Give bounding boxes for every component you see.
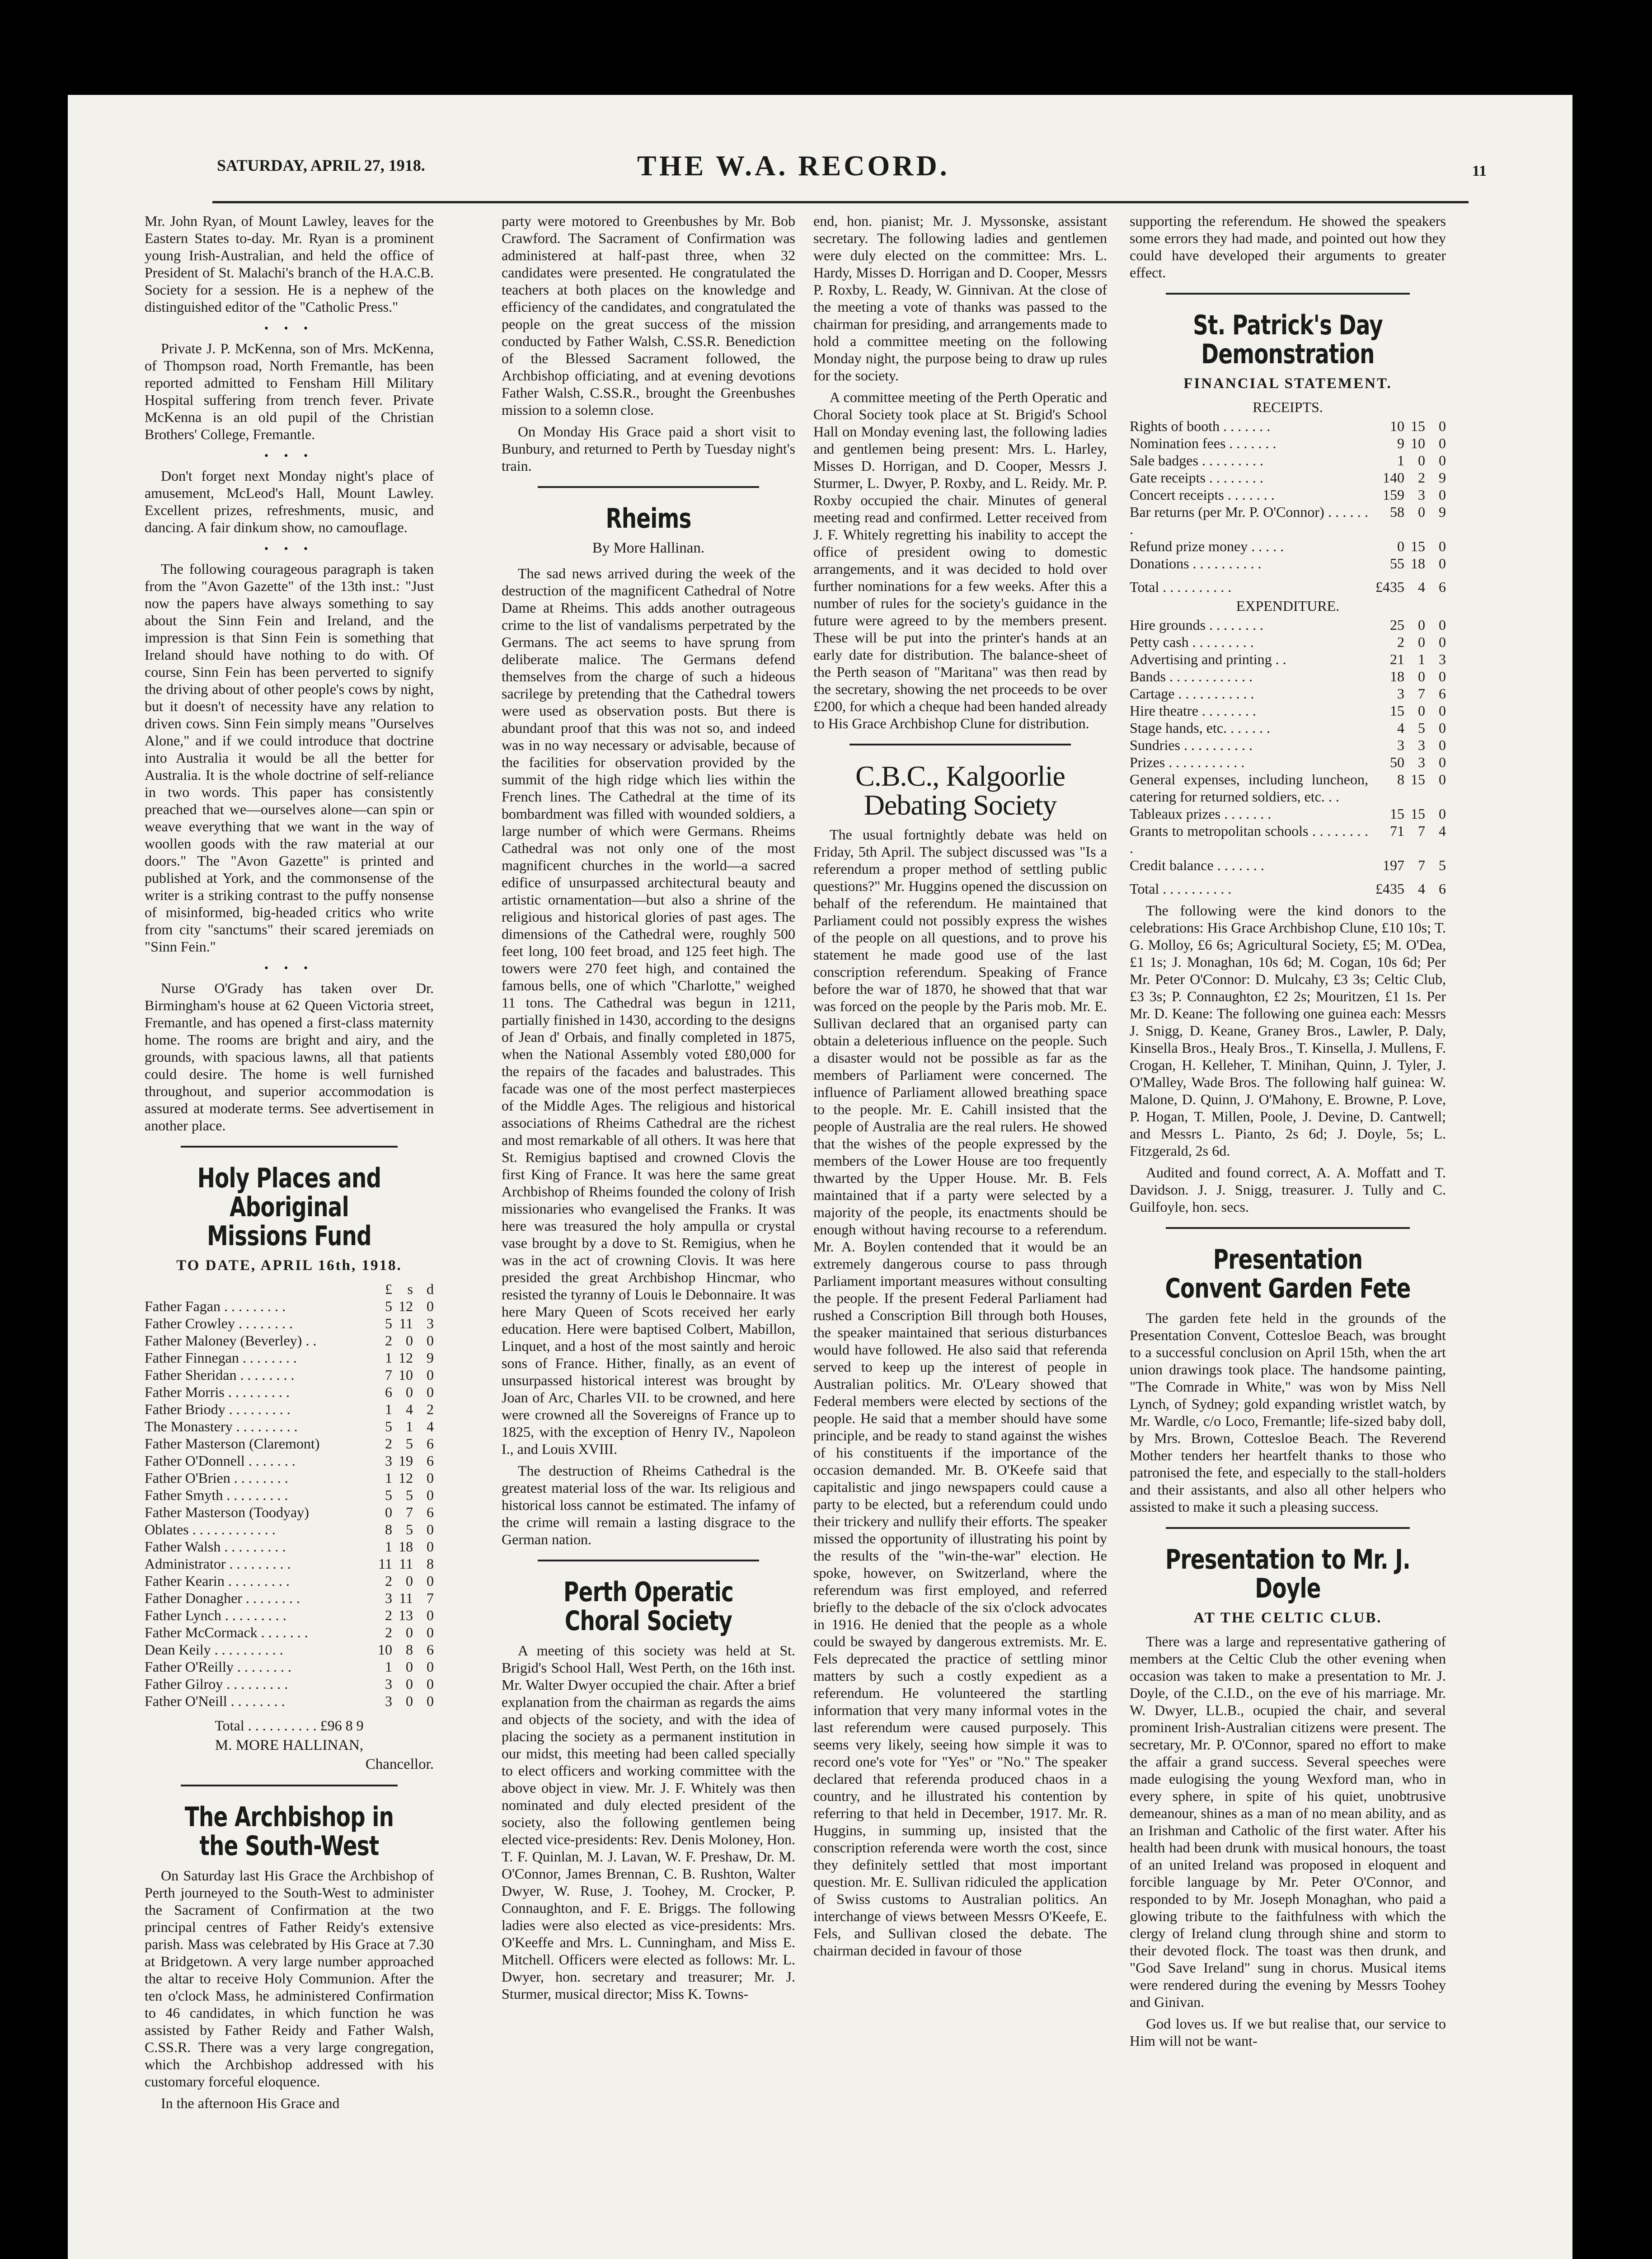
ledger-amount: 18 <box>1411 555 1425 572</box>
separator-dots: • • • <box>264 449 314 462</box>
ledger-amount: 3 <box>385 1590 392 1606</box>
doyle-paragraph: God loves us. If we but realise that, our service to Him will not be want- <box>1130 2015 1446 2049</box>
ledger-amount: 6 <box>427 1641 434 1658</box>
ledger-amount: 2 <box>1418 469 1425 486</box>
operatic-heading: Perth Operatic Choral Society <box>563 1576 734 1637</box>
ledger-item: Advertising and printing . . <box>1130 651 1286 667</box>
ledger-amount: 10 <box>1411 435 1425 451</box>
ledger-amount: 15 <box>1411 538 1425 554</box>
news-item: Private J. P. McKenna, son of Mrs. McKenna, of Thompson road, North Fremantle, has been reported admitted to Fensham Hill Military Hospital suffering from trench fever. Private McKenna is an old pupil of the Christian Brothers' College, Fremantle. <box>145 340 434 442</box>
ledger-amount: 0 <box>406 1573 413 1589</box>
ledger-amount: 5 <box>406 1487 413 1503</box>
fund-subheading: TO DATE, APRIL 16th, 1918. <box>176 1257 402 1274</box>
section-rule <box>1166 293 1410 295</box>
ledger-amount: 0 <box>1418 617 1425 633</box>
ledger-amount: 8 <box>427 1556 434 1572</box>
ledger-amount: 8 <box>385 1521 392 1537</box>
ledger-amount: 3 <box>1418 737 1425 753</box>
ledger-amount: 9 <box>1439 504 1446 520</box>
ledger-amount: 0 <box>427 1676 434 1692</box>
ledger-amount: 6 <box>1439 685 1446 702</box>
ledger-row <box>145 1452 434 1469</box>
ledger-row <box>145 1366 434 1383</box>
ledger-amount: 15 <box>1411 418 1425 434</box>
ledger-item: Stage hands, etc. . . . . . . <box>1130 720 1271 736</box>
ledger-row <box>145 1572 434 1589</box>
ledger-item: Father O'Brien . . . . . . . . <box>145 1470 288 1486</box>
ledger-amount: 0 <box>406 1332 413 1349</box>
ledger-row <box>1130 616 1446 633</box>
ledger-amount: 197 <box>1383 857 1404 873</box>
ledger-item: Father Crowley . . . . . . . . <box>145 1315 293 1331</box>
ledger-amount: 1 <box>385 1538 392 1555</box>
ledger-amount: 5 <box>1418 720 1425 736</box>
ledger-row <box>1130 503 1446 538</box>
ledger-total-amount: 4 <box>1418 881 1425 897</box>
ledger-row <box>145 1469 434 1486</box>
cbc-heading: C.B.C., Kalgoorlie Debating Society <box>855 760 1065 821</box>
section-rule <box>538 486 759 488</box>
separator-dots: • • • <box>264 961 314 975</box>
ledger-amount: 0 <box>1418 668 1425 684</box>
donors-paragraph: The following were the kind donors to the celebrations: His Grace Archbishop Clune, £10 10s; T. G. Molloy, £6 6s; Agricultural Society, £5; M. O'Dea, £1 1s; J. Monaghan, 10s 6d; M. Cogan, 10s 6d; Per Mr. Peter O'Connor: D. Mulcahy, £3 3s; Celtic Club, £3 3s; P. Connaughton, £2 2s; Mouritzen, £1 1s. Per Mr. D. Keane: The following one guinea each: Messrs J. Snigg, D. Keane, Graney Bros., Lawler, P. Daly, Kinsella Bros., Healy Bros., T. Kinsella, J. Mullens, F. Crogan, H. Kelleher, T. Minihan, Quinn, J. Tyler, J. O'Malley, Wade Bros. The following half guinea: W. Malone, D. Quinn, J. O'Mahony, E. Browne, P. Love, P. Hogan, T. Millen, Poole, J. Devine, D. Cantwell; and Messrs L. Pianto, 2s 6d; J. Doyle, 5s; L. Fitzgerald, 2s 6d. <box>1130 902 1446 1159</box>
ledger-row <box>145 1521 434 1538</box>
ledger-amount: 0 <box>406 1659 413 1675</box>
ledger-amount: 11 <box>399 1315 413 1331</box>
ledger-amount: 2 <box>385 1435 392 1452</box>
ledger-row <box>145 1349 434 1366</box>
ledger-row <box>1130 719 1446 736</box>
ledger-item: Concert receipts . . . . . . . <box>1130 487 1275 503</box>
ledger-amount: 58 <box>1390 504 1404 520</box>
ledger-amount: 21 <box>1390 651 1404 667</box>
ledger-item: Refund prize money . . . . . <box>1130 538 1284 554</box>
ledger-item: Father Briody . . . . . . . . . <box>145 1401 291 1417</box>
news-item: On Monday His Grace paid a short visit to Bunbury, and returned to Perth by Tuesday night's train. <box>502 423 795 474</box>
ledger-row <box>145 1589 434 1607</box>
ledger-amount: 15 <box>1390 703 1404 719</box>
ledger-row <box>1130 668 1446 685</box>
ledger-amount: 7 <box>1418 857 1425 873</box>
ledger-amount: 0 <box>1397 538 1404 554</box>
section-rule <box>181 1785 398 1786</box>
ledger-total-row <box>1130 572 1446 595</box>
ledger-amount: 12 <box>399 1350 413 1366</box>
rheims-paragraph: The sad news arrived during the week of the destruction of the magnificent Cathedral of Notre Dame at Rheims. This adds another outrageous crime to the list of vandalisms perpetrated by the Germans. The act seems to have sprung from deliberate malice. The Germans defend themselves from the charge of such a hideous sacrilege by pretending that the Cathedral towers were used as observation posts. But there is abundant proof that this was not so, and indeed was in no way necessary or advisable, because of the facilities for observation provided by the summit of the high ridge which lies within the French lines. The Cathedral at the time of its bombardment was filled with wounded soldiers, a large number of which were Germans. Rheims Cathedral was not only one of the most magnificent churches in the world—a sacred edifice of unsurpassed architectural beauty and artistic ornamentation—but also a shrine of the religious and historical glories of past ages. The dimensions of the Cathedral were, roughly 500 feet long, 100 feet broad, and 125 feet high. The towers were 270 feet high, and contained the famous bells, one of which "Charlotte," weighed 11 tons. The Cathedral was begun in 1211, partially finished in 1430, according to the designs of Jean d' Orbais, and finally completed in 1875, when the National Assembly voted £80,000 for the repairs of the facades and balustrades. This facade was one of the most perfect masterpieces of the Middle Ages. The religious and historical associations of Rheims Cathedral are the richest and most remarkable of all others. It was here that St. Remigius baptised and crowned Clovis the first King of France. It was here the same great Archbishop of Rheims founded the colony of Irish missionaries who evangelised the Franks. It was here was treasured the holy ampulla or crystal vase brought by a dove to St. Remigius, when he was in the act of crowning Clovis. It was here presided the great Archbishop Hincmar, who resisted the tyranny of Louis le Debonnaire. It was here Mary Queen of Scots received her early education. Here were baptised Colbert, Mabillon, Linquet, and a host of the most saintly and heroic sons of France. Hither, finally, as an event of unsurpassed historical interest was brought by Joan of Arc, Charles VII. to be crowned, and here were crowned all the Sovereigns of France up to 1825, with the exception of Henry IV., Napoleon I., and Louis XVIII. <box>502 565 795 1457</box>
ledger-row <box>145 1641 434 1658</box>
ledger-amount: 3 <box>1418 487 1425 503</box>
ledger-amount: 1 <box>385 1470 392 1486</box>
separator-dots: • • • <box>264 322 314 335</box>
ledger-amount: 6 <box>385 1384 392 1400</box>
ledger-amount: 5 <box>406 1435 413 1452</box>
archbishop-paragraph: In the afternoon His Grace and <box>161 2095 340 2111</box>
ledger-item: Bands . . . . . . . . . . . . <box>1130 668 1253 684</box>
ledger-amount: 13 <box>399 1607 413 1623</box>
ledger-item: Credit balance . . . . . . . <box>1130 857 1264 873</box>
ledger-amount: 12 <box>399 1470 413 1486</box>
ledger-row <box>1130 771 1446 805</box>
news-item: Mr. John Ryan, of Mount Lawley, leaves for the Eastern States to-day. Mr. Ryan is a prominent young Irish-Australian, and held the office of President of St. Malachi's branch of the H.A.C.B. Society for a session. He is a nephew of the distinguished editor of the "Catholic Press." <box>145 213 434 315</box>
ledger-amount: 5 <box>1439 857 1446 873</box>
ledger-item: Father O'Donnell . . . . . . . <box>145 1453 296 1469</box>
ledger-amount: 1 <box>385 1350 392 1366</box>
ledger-amount: 0 <box>1439 703 1446 719</box>
ledger-total-amount: 6 <box>1439 881 1446 897</box>
ledger-amount: 11 <box>399 1556 413 1572</box>
news-item: A committee meeting of the Perth Operatic and Choral Society took place at St. Brigid's School Hall on Monday evening last, the following ladies and gentlemen being present: Mrs. L. Harley, Misses D. Horrigan, and D. Cooper, Messrs J. Sturmer, L. Dwyer, P. Roxby, and L. Reidy. Mr. P. Roxby occupied the chair. Minutes of general meeting read and confirmed. Letter received from J. F. Whitely regretting his inability to accept the office of president owing to domestic arrangements, and it was decided to hold over further nominations for a few weeks. After this a number of rules for the society's guidance in the future were agreed to by the members present. These will be put into the printer's hands at an early date for distribution. The balance-sheet of the Perth season of "Maritana" was then read by the secretary, showing the net proceeds to be over £200, for which a cheque had been handed already to His Grace Archbishop Clune for distribution. <box>813 389 1107 731</box>
ledger-amount: 55 <box>1390 555 1404 572</box>
ledger-item: Father Walsh . . . . . . . . . <box>145 1538 286 1555</box>
ledger-amount: 0 <box>427 1607 434 1623</box>
ledger-row <box>145 1538 434 1555</box>
archbishop-heading: The Archbishop in the South-West <box>184 1801 394 1862</box>
ledger-item: Father O'Neill . . . . . . . . <box>145 1693 285 1709</box>
ledger-row <box>145 1486 434 1504</box>
column-3 <box>813 212 1107 1964</box>
ledger-item: Father Masterson (Claremont) <box>145 1435 320 1452</box>
ledger-row <box>145 1298 434 1315</box>
ledger-total-amount: 6 <box>1439 579 1446 595</box>
ledger-amount: 0 <box>406 1693 413 1709</box>
ledger-row <box>145 1675 434 1692</box>
ledger-amount: 3 <box>1397 737 1404 753</box>
ledger-amount: 50 <box>1390 754 1404 770</box>
ledger-row <box>145 1435 434 1452</box>
ledger-amount: 9 <box>1397 435 1404 451</box>
financial-statement-label: FINANCIAL STATEMENT. <box>1183 375 1392 392</box>
ledger-amount: 6 <box>427 1453 434 1469</box>
stpatrick-heading: St. Patrick's Day Demonstration <box>1193 309 1383 370</box>
news-item: party were motored to Greenbushes by Mr. Bob Crawford. The Sacrament of Confirmation was administered at half-past three, when 32 candidates were presented. He congratulated the teachers at both places on the knowledge and efficiency of the candidates, and congratulated the people on the great success of the mission conducted by Father Walsh, C.SS.R. Benediction of the Blessed Sacrament followed, the Archbishop officiating, and at evening devotions Father Walsh, C.SS.R., brought the Greenbushes mission to a solemn close. <box>502 213 795 418</box>
ledger-row <box>145 1504 434 1521</box>
ledger-item: Father Finnegan . . . . . . . . <box>145 1350 297 1366</box>
ledger-amount: 5 <box>385 1418 392 1434</box>
ledger-item: Sale badges . . . . . . . . . <box>1130 452 1263 469</box>
ledger-amount: 6 <box>427 1504 434 1520</box>
ledger-amount: 5 <box>406 1521 413 1537</box>
ledger-row <box>1130 857 1446 874</box>
ledger-amount: 1 <box>385 1401 392 1417</box>
ledger-amount: 0 <box>427 1367 434 1383</box>
ledger-total-label: Total . . . . . . . . . . <box>1130 881 1232 897</box>
convent-heading: Presentation Convent Garden Fete <box>1165 1244 1411 1304</box>
ledger-amount: 0 <box>1439 754 1446 770</box>
ledger-row <box>145 1315 434 1332</box>
ledger-row <box>1130 633 1446 651</box>
news-item: Don't forget next Monday night's place of amusement, McLeod's Hall, Mount Lawley. Excellent prizes, refreshments, music, and dancing. A fair dinkum show, no camouflage. <box>145 468 434 535</box>
ledger-row <box>1130 685 1446 702</box>
ledger-item: Father Masterson (Toodyay) <box>145 1504 309 1520</box>
ledger-amount: 5 <box>385 1298 392 1314</box>
ledger-amount: 0 <box>427 1470 434 1486</box>
ledger-amount: 19 <box>399 1453 413 1469</box>
ledger-amount: 7 <box>427 1590 434 1606</box>
ledger-amount: 4 <box>427 1418 434 1434</box>
ledger-item: Father Kearin . . . . . . . . . <box>145 1573 290 1589</box>
ledger-row <box>145 1624 434 1641</box>
column-2 <box>502 212 795 2007</box>
ledger-amount: 0 <box>1418 703 1425 719</box>
doyle-paragraph: There was a large and representative gathering of members at the Celtic Club the other evening when occasion was taken to make a presentation to Mr. J. Doyle, of the C.I.D., on the eve of his marriage. Mr. W. Dwyer, LL.B., ocupied the chair, and several prominent Irish-Australian citizens were present. The secretary, Mr. P. O'Connor, spared no effort to make the affair a grand success. Several speeches were made eulogising the young Wexford man, who in every sphere, in spite of his quiet, unobtrusive demeanour, shines as a man of no mean ability, and as an Irishman and Catholic of the first water. After his health had been drunk with musical honours, the toast of an united Ireland was proposed in eloquent and forcible language by Mr. Peter O'Connor, and responded to by Mr. Joseph Monaghan, who paid a glowing tribute to the faithfulness with which the clergy of Ireland clung through shine and storm to their devoted flock. The toast was then drunk, and "God Save Ireland" sung in chorus. Musical items were rendered during the evening by Messrs Toohey and Ginivan. <box>1130 1633 1446 2010</box>
ledger-amount: 15 <box>1390 806 1404 822</box>
receipts-label: RECEIPTS. <box>1253 399 1323 415</box>
ledger-amount: 0 <box>406 1624 413 1640</box>
ledger-item: The Monastery . . . . . . . . . <box>145 1418 298 1434</box>
ledger-amount: 2 <box>427 1401 434 1417</box>
ledger-item: Sundries . . . . . . . . . . <box>1130 737 1253 753</box>
ledger-row <box>1130 555 1446 572</box>
ledger-amount: 7 <box>1418 823 1425 839</box>
expenditure-table <box>1130 616 1446 897</box>
ledger-row <box>1130 486 1446 503</box>
ledger-amount: 0 <box>427 1659 434 1675</box>
ledger-amount: 2 <box>1397 634 1404 650</box>
ledger-row <box>145 1383 434 1401</box>
ledger-item: Father Maloney (Beverley) . . <box>145 1332 317 1349</box>
section-rule <box>181 1146 398 1148</box>
audit-paragraph: Audited and found correct, A. A. Moffatt and T. Davidson. J. J. Snigg, treasurer. J. Tully and C. Guilfoyle, hon. secs. <box>1130 1164 1446 1215</box>
ledger-amount: 0 <box>1439 555 1446 572</box>
ledger-row <box>145 1401 434 1418</box>
section-rule <box>1166 1527 1410 1529</box>
ledger-amount: 1 <box>385 1659 392 1675</box>
convent-paragraph: The garden fete held in the grounds of the Presentation Convent, Cottesloe Beach, was brought to a successful conclusion on April 15th, when the art union drawings took place. The handsome painting, "The Comrade in White," was won by Miss Nell Lynch, of Sydney; gold expanding wristlet watch, by Mr. Wardle, c/o Loco, Fremantle; life-sized baby doll, by Mrs. Brown, Cottesloe Beach. The Reverend Mother tenders her heartfelt thanks to those who patronised the fete, and especially to the stall-holders and their assistants, and also all other helpers who assisted to make it such a pleasing success. <box>1130 1310 1446 1515</box>
ledger-row <box>145 1658 434 1675</box>
ledger-item: Father Gilroy . . . . . . . . . <box>145 1676 288 1692</box>
ledger-amount: 15 <box>1411 771 1425 787</box>
ledger-amount: 7 <box>1418 685 1425 702</box>
ledger-amount: 71 <box>1390 823 1404 839</box>
ledger-item: Oblates . . . . . . . . . . . . <box>145 1521 276 1537</box>
ledger-amount: 3 <box>385 1693 392 1709</box>
news-item: supporting the referendum. He showed the speakers some errors they had made, and pointed out how they could have developed their arguments to greater effect. <box>1130 213 1446 281</box>
page-number: 11 <box>1472 163 1487 179</box>
section-rule <box>538 1560 759 1561</box>
rheims-heading: Rheims <box>605 503 691 534</box>
ledger-row <box>1130 702 1446 719</box>
ledger-item: Hire theatre . . . . . . . . <box>1130 703 1256 719</box>
ledger-item: Father Lynch . . . . . . . . . <box>145 1607 286 1623</box>
issue-date: SATURDAY, APRIL 27, 1918. <box>217 156 425 174</box>
ledger-amount: 0 <box>1418 452 1425 469</box>
ledger-item: Grants to metropolitan schools . . . . . . . . . <box>1130 823 1368 856</box>
ledger-row <box>1130 538 1446 555</box>
column-1 <box>145 212 434 2116</box>
ledger-item: Gate receipts . . . . . . . . <box>1130 469 1263 486</box>
ledger-amount: 1 <box>1397 452 1404 469</box>
ledger-amount: 0 <box>427 1332 434 1349</box>
ledger-amount: 11 <box>399 1590 413 1606</box>
section-rule <box>849 744 1071 745</box>
ledger-item: Father McCormack . . . . . . . <box>145 1624 308 1640</box>
ledger-amount: 7 <box>385 1367 392 1383</box>
rheims-byline: By More Hallinan. <box>592 540 705 556</box>
ledger-total-amount: £435 <box>1375 579 1404 595</box>
ledger-amount: 15 <box>1411 806 1425 822</box>
ledger-item: Tableaux prizes . . . . . . . <box>1130 806 1272 822</box>
ledger-amount: 4 <box>1397 720 1404 736</box>
ledger-amount: 3 <box>427 1315 434 1331</box>
ledger-amount: 0 <box>1418 504 1425 520</box>
ledger-amount: 3 <box>385 1453 392 1469</box>
ledger-row <box>1130 469 1446 486</box>
ledger-amount: 0 <box>1439 538 1446 554</box>
ledger-amount: 0 <box>385 1504 392 1520</box>
ledger-item: Bar returns (per Mr. P. O'Connor) . . . . . . . <box>1130 504 1368 537</box>
ledger-amount: 0 <box>1439 771 1446 787</box>
ledger-amount: 0 <box>1439 668 1446 684</box>
ledger-amount: 25 <box>1390 617 1404 633</box>
ledger-amount: 1 <box>1418 651 1425 667</box>
ledger-amount: 7 <box>406 1504 413 1520</box>
operatic-paragraph: A meeting of this society was held at St. Brigid's School Hall, West Perth, on the 16th inst. Mr. Walter Dwyer occupied the chair. After a brief explanation from the chairman as regards the aims and objects of the society, and with the idea of placing the society as a permanent institution in our midst, this meeting had been called specially to elect officers and working committee with the above object in view. Mr. J. F. Whitely was then nominated and duly elected president of the society, also the following gentlemen being elected vice-presidents: Rev. Denis Moloney, Hon. T. F. Quinlan, M. J. Lavan, W. F. Preshaw, Dr. M. O'Connor, James Brennan, C. B. Rushton, Walter Dwyer, W. Ruse, J. Toohey, M. Crocker, P. Connaughton, and F. E. Briggs. The following ladies were also elected as vice-presidents: Mrs. O'Keeffe and Mrs. L. Cunningham, and Miss E. Mitchell. Officers were elected as follows: Mr. L. Dwyer, hon. secretary and treasurer; Mr. J. Sturmer, musical director; Miss K. Towns- <box>502 1642 795 2002</box>
fund-table <box>145 1280 434 1710</box>
ledger-row <box>1130 651 1446 668</box>
ledger-row <box>1130 805 1446 822</box>
signature-title: Chancellor. <box>365 1756 434 1772</box>
column-4 <box>1130 212 1446 2054</box>
ledger-amount: 18 <box>1390 668 1404 684</box>
news-item: The following courageous paragraph is taken from the "Avon Gazette" of the 13th inst.: "Just now the papers have always something to say about the Sinn Fein and Ireland, and the impression is that Sinn Fein is something that Ireland should have nothing to do with. Of course, Sinn Fein has been perverted to signify the driving about of other people's cows by night, but it doesn't of necessity have any relation to driven cows. Sinn Fein simply means "Ourselves Alone," and if we could introduce that doctrine into Australia it would be all the better for Australia. It is the whole doctrine of self-reliance in two words. This paper has consistently preached that we—ourselves alone—can spin or weave everything that we want in the way of woollen goods with the raw material at our doors." The "Avon Gazette" is printed and published at York, and the commonsense of the writer is a striking contrast to the puffy nonsense of misinformed, big-headed critics who write from city "sanctums" their scared jeremiads on "Sinn Fein." <box>145 561 434 955</box>
rheims-paragraph: The destruction of Rheims Cathedral is the greatest material loss of the war. Its religious and historical loss cannot be estimated. The infamy of the crime will remain a lasting disgrace to the German nation. <box>502 1462 795 1547</box>
ledger-amount: 8 <box>1397 771 1404 787</box>
ledger-amount: 0 <box>1439 806 1446 822</box>
receipts-table <box>1130 417 1446 595</box>
ledger-amount: 11 <box>378 1556 392 1572</box>
ledger-amount: 0 <box>1439 634 1446 650</box>
ledger-amount: 140 <box>1383 469 1404 486</box>
ledger-item: Rights of booth . . . . . . . <box>1130 418 1271 434</box>
doyle-subheading: AT THE CELTIC CLUB. <box>1193 1610 1382 1626</box>
ledger-amount: 10 <box>1390 418 1404 434</box>
ledger-amount: 0 <box>427 1384 434 1400</box>
ledger-amount: 3 <box>1439 651 1446 667</box>
ledger-item: Cartage . . . . . . . . . . . <box>1130 685 1254 702</box>
ledger-amount: 0 <box>1439 418 1446 434</box>
ledger-amount: 2 <box>385 1573 392 1589</box>
ledger-amount: 6 <box>427 1435 434 1452</box>
ledger-amount: 4 <box>406 1401 413 1417</box>
ledger-row <box>1130 736 1446 754</box>
fund-table-header: £ s d <box>385 1281 434 1297</box>
ledger-amount: 5 <box>385 1487 392 1503</box>
ledger-amount: 0 <box>406 1384 413 1400</box>
signature-name: M. MORE HALLINAN, <box>215 1737 364 1753</box>
fund-heading: Holy Places and Aboriginal Missions Fund <box>197 1162 381 1252</box>
ledger-amount: 0 <box>427 1298 434 1314</box>
page-header <box>149 150 1487 190</box>
ledger-total-amount: 4 <box>1418 579 1425 595</box>
ledger-amount: 0 <box>1439 617 1446 633</box>
ledger-item: Father Donagher . . . . . . . . <box>145 1590 300 1606</box>
ledger-amount: 9 <box>1439 469 1446 486</box>
ledger-amount: 12 <box>399 1298 413 1314</box>
ledger-amount: 0 <box>427 1521 434 1537</box>
fund-total: Total . . . . . . . . . . £96 8 9 <box>215 1717 364 1734</box>
ledger-amount: 0 <box>427 1693 434 1709</box>
ledger-amount: 0 <box>427 1538 434 1555</box>
ledger-amount: 4 <box>1439 823 1446 839</box>
cbc-paragraph: The usual fortnightly debate was held on Friday, 5th April. The subject discussed was "Is a referendum a proper method of settling public questions?" Mr. Huggins opened the discussion on behalf of the referendum. He maintained that Parliament could not possibly express the wishes of the people on all questions, and to prove his statement he made good use of the last conscription referendum. Speaking of France before the war of 1870, he showed that that war was forced on the people by the Paris mob. Mr. E. Sullivan declared that an organised party can obtain a deleterious influence on the people. Such a disaster would not be possible as far as the members of Parliament were concerned. The influence of Parliament allowed breathing space to the people. Mr. E. Cahill insisted that the people of Australia are the real rulers. He showed that the wishes of the people expressed by the members of the Lower House are too frequently thwarted by the Upper House. Mr. B. Fels maintained that if a party were selected by a majority of the people, its enactments should be enough without having recourse to a referendum. Mr. A. Boylen contended that it would be an extremely dangerous course to pass through Parliament important measures without consulting the people. If the present Federal Parliament had rushed a Conscription Bill through both Houses, the speaker maintained that serious disturbances would have followed. He also said that referenda served to keep up the interest of people in Australian politics. Mr. O'Leary showed that Federal members were elected by sections of the people. He said that a member should have some principle, and be ready to stand against the wishes of his constituents if the importance of the occasion demanded. Mr. B. O'Keefe said that capitalistic and jingo newspapers could cause a party to be elected, but a referendum could undo their trickery and nullify their efforts. The speaker missed the opportunity of illustrating his point by the results of the "win-the-war" election. He spoke, however, on Switzerland, where the referendum was first employed, and referred briefly to the debacle of the six o'clock advocates in 1916. He denied that the people as a whole could be swayed by dangerous extremists. Mr. E. Fels deprecated the practice of settling minor matters by such a costly expedient as a referendum. He volunteered the startling information that very many informal votes in the last referendum were caused purposely. This seems very likely, seeing how simple it was to record one's vote for "Yes" or "No." The speaker declared that referenda produced chaos in a country, and he illustrated his contention by referring to that held in December, 1917. Mr. R. Huggins, in summing up, insisted that the conscription referenda were worth the cost, since they definitely settled that most important question. Mr. E. Sullivan ridiculed the application of Swiss customs to Australian politics. An interchange of views between Messrs O'Keefe, E. Fels, and Sullivan closed the debate. The chairman decided in favour of those <box>813 826 1107 1959</box>
ledger-amount: 0 <box>1439 452 1446 469</box>
ledger-amount: 0 <box>1439 435 1446 451</box>
ledger-amount: 2 <box>385 1332 392 1349</box>
ledger-amount: 0 <box>1418 634 1425 650</box>
ledger-amount: 2 <box>385 1607 392 1623</box>
ledger-item: Donations . . . . . . . . . . <box>1130 555 1262 572</box>
section-rule <box>1166 1227 1410 1229</box>
ledger-item: Prizes . . . . . . . . . . . <box>1130 754 1245 770</box>
ledger-total-amount: £435 <box>1375 881 1404 897</box>
ledger-row <box>1130 754 1446 771</box>
ledger-row <box>145 1332 434 1349</box>
ledger-row <box>1130 435 1446 452</box>
ledger-amount: 10 <box>378 1641 392 1658</box>
ledger-item: Administrator . . . . . . . . . <box>145 1556 291 1572</box>
ledger-amount: 18 <box>399 1538 413 1555</box>
ledger-item: Father Morris . . . . . . . . . <box>145 1384 290 1400</box>
ledger-item: Father Fagan . . . . . . . . . <box>145 1298 286 1314</box>
ledger-amount: 0 <box>1439 737 1446 753</box>
ledger-amount: 10 <box>399 1367 413 1383</box>
ledger-amount: 1 <box>406 1418 413 1434</box>
ledger-row <box>1130 822 1446 857</box>
ledger-item: Nomination fees . . . . . . . <box>1130 435 1277 451</box>
ledger-amount: 2 <box>385 1624 392 1640</box>
masthead-title: THE W.A. RECORD. <box>637 150 950 182</box>
ledger-amount: 5 <box>385 1315 392 1331</box>
expenditure-label: EXPENDITURE. <box>1236 598 1340 614</box>
ledger-amount: 0 <box>427 1573 434 1589</box>
ledger-amount: 0 <box>427 1624 434 1640</box>
ledger-amount: 0 <box>427 1487 434 1503</box>
ledger-row <box>1130 452 1446 469</box>
header-rule <box>212 201 1469 203</box>
ledger-row <box>145 1555 434 1572</box>
ledger-amount: 0 <box>406 1676 413 1692</box>
ledger-total-row <box>1130 874 1446 897</box>
ledger-item: Father Sheridan . . . . . . . . <box>145 1367 295 1383</box>
ledger-row <box>145 1418 434 1435</box>
ledger-item: Petty cash . . . . . . . . . <box>1130 634 1254 650</box>
ledger-amount: 159 <box>1383 487 1404 503</box>
ledger-amount: 3 <box>1397 685 1404 702</box>
ledger-item: Hire grounds . . . . . . . . <box>1130 617 1263 633</box>
ledger-item: General expenses, including luncheon, catering for returned soldiers, etc. . . <box>1130 771 1368 805</box>
ledger-amount: 8 <box>406 1641 413 1658</box>
ledger-total-label: Total . . . . . . . . . . <box>1130 579 1232 595</box>
ledger-amount: 0 <box>1439 720 1446 736</box>
separator-dots: • • • <box>264 542 314 555</box>
doyle-heading: Presentation to Mr. J. Doyle <box>1165 1544 1411 1604</box>
news-item: Nurse O'Grady has taken over Dr. Birmingham's house at 62 Queen Victoria street, Fremantle, and has opened a first-class maternity home. The rooms are bright and airy, and the grounds, with spacious lawns, all that patients could desire. The home is well furnished throughout, and superior accommodation is assured at moderate terms. See advertisement in another place. <box>145 980 434 1134</box>
ledger-row <box>1130 417 1446 435</box>
ledger-amount: 0 <box>1439 487 1446 503</box>
ledger-amount: 3 <box>1418 754 1425 770</box>
ledger-amount: 9 <box>427 1350 434 1366</box>
news-item: end, hon. pianist; Mr. J. Myssonske, assistant secretary. The following ladies and gentlemen were duly elected on the committee: Mrs. L. Hardy, Misses D. Horrigan and D. Cooper, Messrs P. Roxby, L. Ready, W. Ginnivan. At the close of the meeting a vote of thanks was passed to the chairman for presiding, and arrangements made to hold a committee meeting on the following Monday night, the purpose being to draw up rules for the society. <box>813 213 1107 384</box>
ledger-row <box>145 1692 434 1710</box>
ledger-amount: 3 <box>385 1676 392 1692</box>
ledger-item: Dean Keily . . . . . . . . . . <box>145 1641 283 1658</box>
ledger-row <box>145 1607 434 1624</box>
archbishop-paragraph: On Saturday last His Grace the Archbishop of Perth journeyed to the South-West to administer the Sacrament of Confirmation at the two principal centres of Father Reidy's extensive parish. Mass was celebrated by His Grace at 7.30 at Bridgetown. A very large number approached the altar to receive Holy Communion. After the ten o'clock Mass, he administered Confirmation to 46 candidates, in which function he was assisted by Father Reidy and Father Walsh, C.SS.R. There was a very large congregation, which the Archbishop addressed with his customary forceful eloquence. <box>145 1867 434 2090</box>
ledger-item: Father O'Reilly . . . . . . . . <box>145 1659 291 1675</box>
ledger-item: Father Smyth . . . . . . . . . <box>145 1487 288 1503</box>
